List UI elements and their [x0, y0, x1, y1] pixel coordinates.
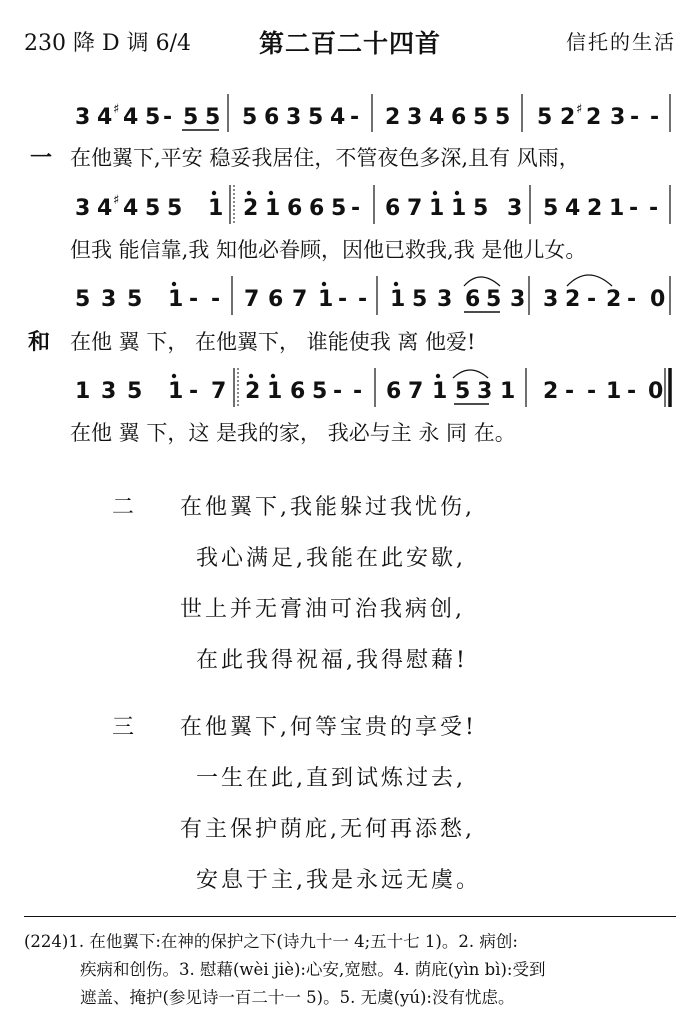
- svg-text:♯: ♯: [576, 102, 583, 117]
- svg-text:-: -: [189, 379, 199, 404]
- svg-text:1: 1: [75, 379, 91, 404]
- svg-text:-: -: [627, 379, 637, 404]
- svg-text:-: -: [333, 379, 343, 404]
- hymn-title: 第二百二十四首: [258, 29, 441, 58]
- svg-text:-: -: [163, 105, 173, 130]
- svg-text:4: 4: [429, 105, 445, 130]
- svg-text:-: -: [627, 287, 637, 312]
- svg-text:2: 2: [565, 287, 581, 312]
- svg-text:-: -: [351, 196, 361, 221]
- footnote-divider: [24, 916, 676, 917]
- score-system-2: [70, 185, 670, 263]
- svg-text:5: 5: [412, 287, 428, 312]
- svg-text:-: -: [587, 379, 597, 404]
- svg-text:2: 2: [586, 105, 602, 130]
- svg-text:5: 5: [127, 287, 143, 312]
- svg-text:7: 7: [292, 287, 308, 312]
- svg-text:6: 6: [385, 196, 401, 221]
- svg-text:-: -: [565, 379, 575, 404]
- svg-text:1: 1: [208, 196, 224, 221]
- svg-text:7: 7: [408, 379, 424, 404]
- svg-text:2: 2: [606, 287, 622, 312]
- svg-text:-: -: [358, 287, 368, 312]
- svg-text:1: 1: [318, 287, 334, 312]
- verse-line: 一生在此,直到试炼过去,: [196, 766, 466, 791]
- svg-text:-: -: [649, 196, 659, 221]
- footnote: [24, 928, 676, 1012]
- svg-text:5: 5: [127, 379, 143, 404]
- verse-line: 有主保护荫庇,无何再添愁,: [180, 817, 475, 842]
- hymn-key-signature: 230 降 D 调 6/4: [24, 31, 192, 56]
- svg-text:4: 4: [123, 196, 139, 221]
- svg-text:4: 4: [97, 196, 113, 221]
- stanza-number: 一: [30, 146, 53, 171]
- svg-text:5: 5: [145, 196, 161, 221]
- svg-text:5: 5: [145, 105, 161, 130]
- svg-text:-: -: [587, 287, 597, 312]
- hymn-category: 信托的生活: [566, 30, 676, 54]
- svg-text:5: 5: [242, 105, 258, 130]
- footnote-line: 疾病和创伤。3. 慰藉(wèi jiè):心安,宽慰。4. 荫庇(yìn bì):受到: [80, 960, 546, 979]
- svg-text:3: 3: [510, 287, 526, 312]
- svg-text:-: -: [189, 287, 199, 312]
- svg-text:6: 6: [451, 105, 467, 130]
- svg-text:-: -: [211, 287, 221, 312]
- verse-line: 在此我得祝福,我得慰藉!: [196, 648, 468, 673]
- svg-text:3: 3: [101, 379, 117, 404]
- svg-text:2: 2: [243, 196, 259, 221]
- jianpu-score: [0, 0, 700, 470]
- svg-text:2: 2: [587, 196, 603, 221]
- svg-text:1: 1: [500, 379, 516, 404]
- lyric-line: 在他 翼 下，这 是我的家， 我必与主 永 同 在。: [70, 421, 516, 445]
- svg-text:6: 6: [268, 287, 284, 312]
- svg-text:1: 1: [168, 379, 184, 404]
- verse-line: 在他翼下,何等宝贵的享受!: [180, 715, 477, 740]
- svg-text:5: 5: [455, 379, 471, 404]
- svg-text:5: 5: [183, 105, 199, 130]
- score-system-4: [70, 368, 670, 446]
- svg-text:4: 4: [97, 105, 113, 130]
- svg-text:6: 6: [264, 105, 280, 130]
- svg-text:3: 3: [407, 105, 423, 130]
- svg-text:1: 1: [606, 379, 622, 404]
- svg-text:7: 7: [407, 196, 423, 221]
- svg-text:5: 5: [495, 105, 511, 130]
- score-system-3: [28, 275, 670, 355]
- svg-text:5: 5: [543, 196, 559, 221]
- svg-text:1: 1: [267, 379, 283, 404]
- svg-text:3: 3: [610, 105, 626, 130]
- svg-text:1: 1: [168, 287, 184, 312]
- svg-text:6: 6: [309, 196, 325, 221]
- svg-text:-: -: [353, 379, 363, 404]
- svg-text:3: 3: [477, 379, 493, 404]
- svg-text:7: 7: [244, 287, 260, 312]
- svg-text:5: 5: [486, 287, 502, 312]
- svg-text:3: 3: [286, 105, 302, 130]
- svg-text:2: 2: [385, 105, 401, 130]
- svg-text:6: 6: [287, 196, 303, 221]
- svg-text:6: 6: [386, 379, 402, 404]
- refrain-label: 和: [28, 330, 51, 355]
- svg-text:7: 7: [211, 379, 227, 404]
- svg-text:5: 5: [205, 105, 221, 130]
- svg-text:0: 0: [650, 287, 666, 312]
- verse-line: 在他翼下,我能躲过我忧伤,: [180, 495, 475, 520]
- svg-text:1: 1: [429, 196, 445, 221]
- svg-text:-: -: [629, 196, 639, 221]
- svg-text:4: 4: [565, 196, 581, 221]
- svg-text:5: 5: [308, 105, 324, 130]
- svg-text:5: 5: [331, 196, 347, 221]
- svg-text:3: 3: [75, 196, 91, 221]
- svg-text:4: 4: [330, 105, 346, 130]
- svg-text:3: 3: [101, 287, 117, 312]
- svg-text:♯: ♯: [113, 193, 120, 208]
- svg-text:1: 1: [451, 196, 467, 221]
- svg-text:-: -: [650, 105, 660, 130]
- svg-text:2: 2: [560, 105, 576, 130]
- verse-line: 我心满足,我能在此安歇,: [196, 546, 466, 571]
- svg-text:0: 0: [648, 379, 664, 404]
- svg-text:-: -: [630, 105, 640, 130]
- svg-text:5: 5: [473, 105, 489, 130]
- svg-text:1: 1: [609, 196, 625, 221]
- lyric-line: 在他翼下,平安 稳妥我居住，不管夜色多深,且有 风雨，: [70, 146, 580, 170]
- svg-text:6: 6: [465, 287, 481, 312]
- footnote-line: 遮盖、掩护(参见诗一百二十一 5)。5. 无虞(yú):没有忧虑。: [80, 988, 515, 1007]
- svg-text:5: 5: [167, 196, 183, 221]
- svg-text:2: 2: [245, 379, 261, 404]
- svg-text:6: 6: [290, 379, 306, 404]
- verse-line: 安息于主,我是永远无虞。: [196, 868, 481, 893]
- svg-text:♯: ♯: [113, 102, 120, 117]
- svg-text:1: 1: [432, 379, 448, 404]
- verse-line: 世上并无膏油可治我病创,: [180, 597, 465, 622]
- svg-text:3: 3: [507, 196, 523, 221]
- svg-text:-: -: [350, 105, 360, 130]
- svg-text:2: 2: [543, 379, 559, 404]
- lyric-line: 在他 翼 下， 在他翼下， 谁能使我 离 他爱!: [70, 330, 476, 354]
- svg-text:3: 3: [543, 287, 559, 312]
- svg-text:3: 3: [75, 105, 91, 130]
- svg-text:5: 5: [473, 196, 489, 221]
- svg-text:5: 5: [537, 105, 553, 130]
- svg-text:4: 4: [123, 105, 139, 130]
- lyric-line: 但我 能信靠,我 知他必眷顾，因他已救我,我 是他儿女。: [70, 238, 587, 262]
- svg-text:1: 1: [390, 287, 406, 312]
- svg-text:1: 1: [265, 196, 281, 221]
- verse-number: 三: [112, 715, 135, 740]
- svg-text:-: -: [338, 287, 348, 312]
- svg-text:5: 5: [312, 379, 328, 404]
- svg-text:5: 5: [75, 287, 91, 312]
- svg-text:3: 3: [437, 287, 453, 312]
- verse-number: 二: [112, 495, 135, 520]
- footnote-line: (224)1. 在他翼下:在神的保护之下(诗九十一 4;五十七 1)。2. 病创:: [24, 932, 518, 951]
- score-system-1: [30, 94, 670, 171]
